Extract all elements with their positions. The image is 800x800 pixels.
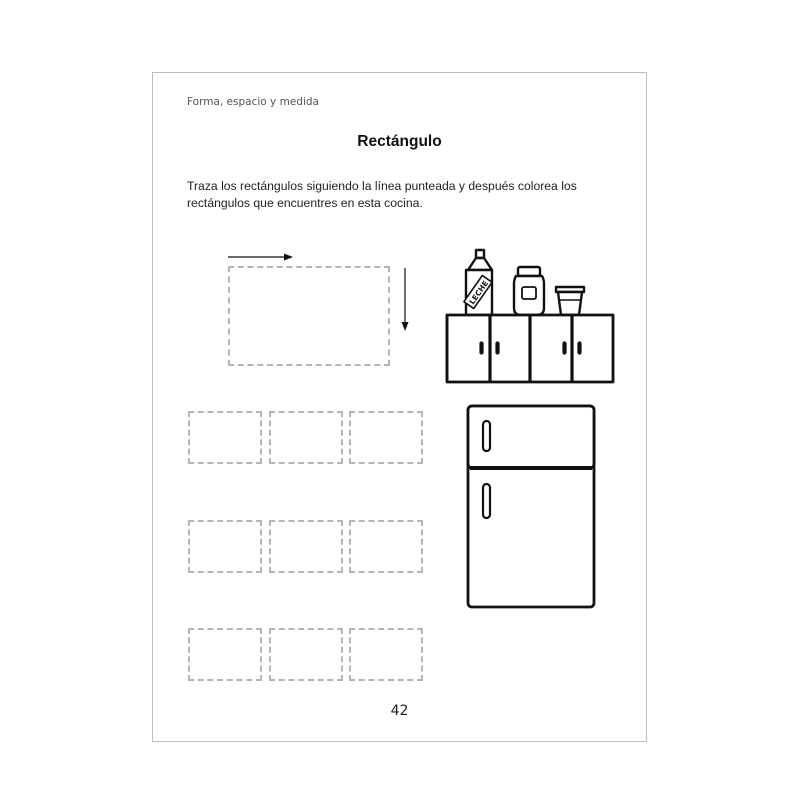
cup-icon	[556, 287, 584, 315]
page-title: Rectángulo	[357, 133, 442, 150]
section-label: Forma, espacio y medida	[187, 96, 319, 108]
cabinet-icon	[447, 315, 613, 382]
milk-carton-label: LECHE	[467, 279, 491, 307]
arrow-right-icon	[228, 254, 293, 261]
jar-icon	[514, 267, 544, 315]
instructions-text: Traza los rectángulos siguiendo la línea punteada y después colorea los rectángulos que encuentres en esta cocina.	[187, 179, 577, 210]
milk-carton-icon	[464, 250, 492, 315]
refrigerator-icon	[468, 406, 594, 607]
arrow-down-icon	[402, 268, 409, 331]
page-number: 42	[390, 703, 409, 719]
